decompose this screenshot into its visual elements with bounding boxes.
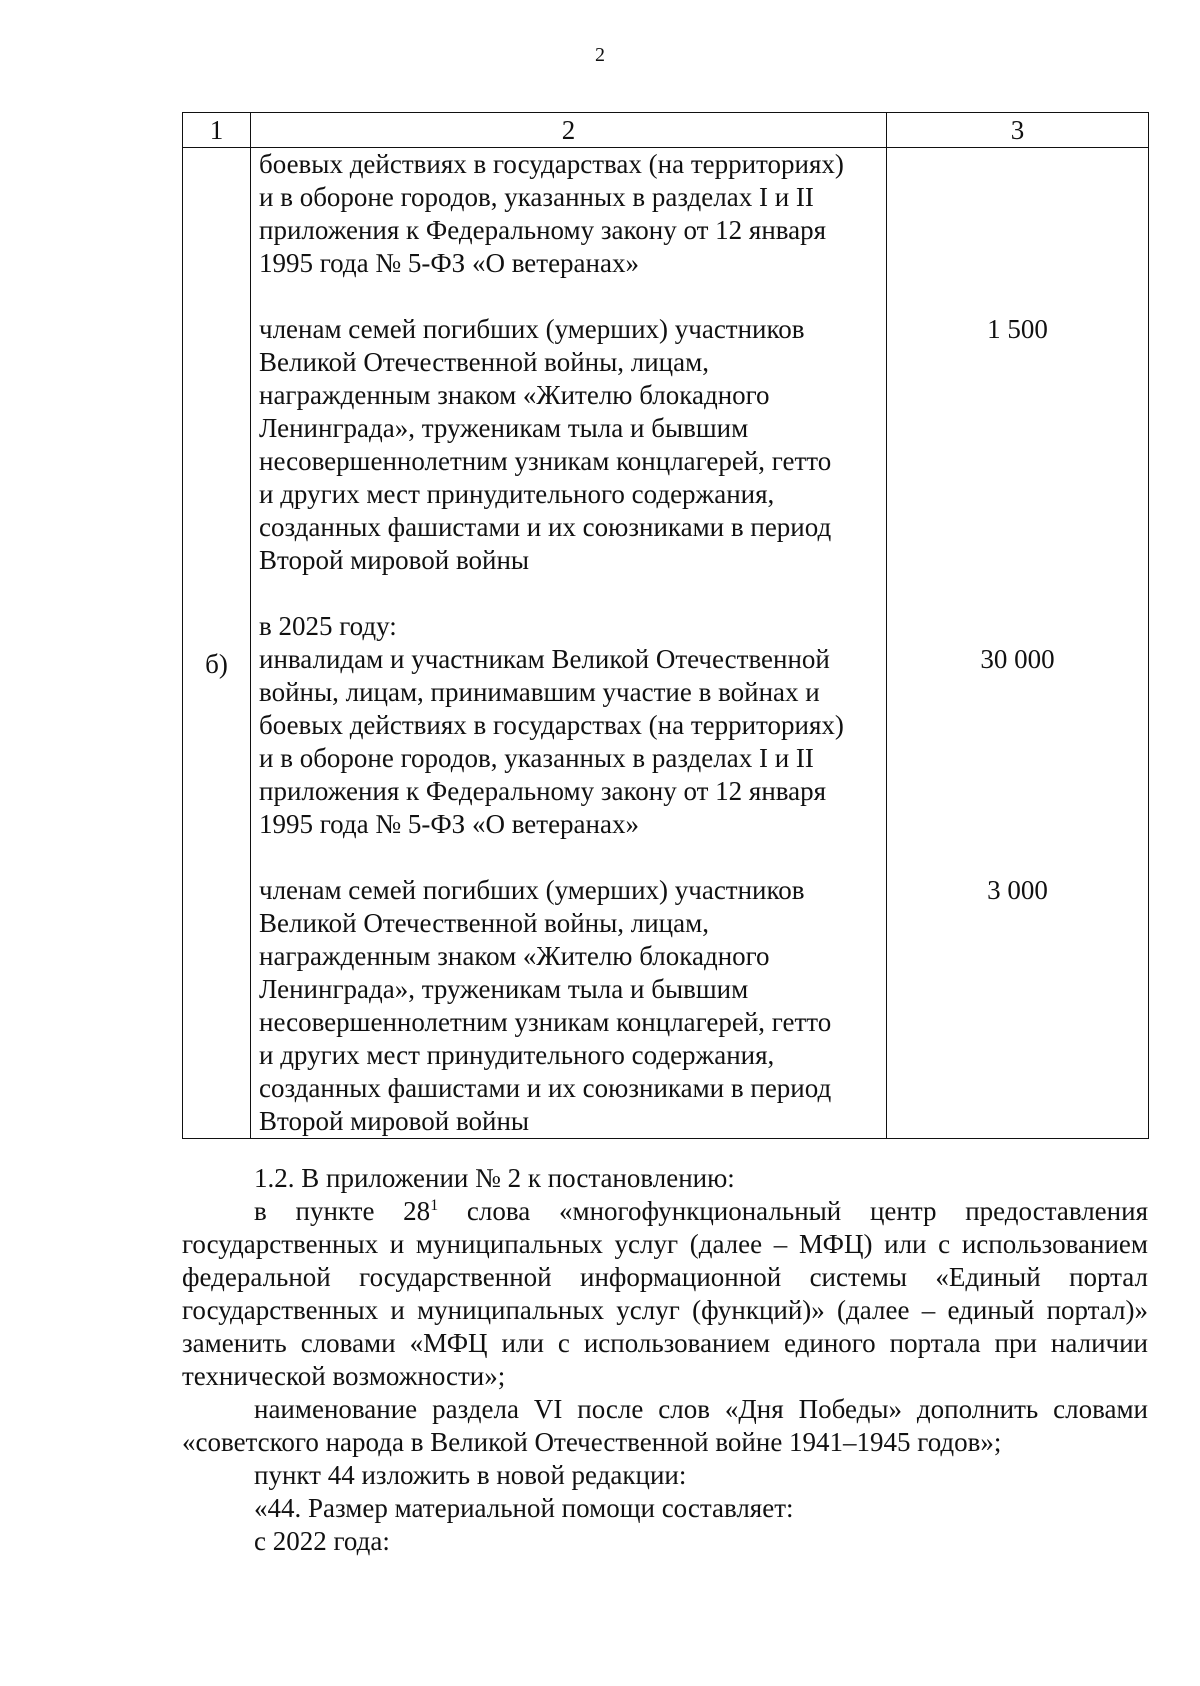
text-line: боевых действиях в государствах (на территориях): [259, 149, 844, 179]
row-3-text: [259, 643, 880, 841]
header-col-2: 2: [251, 113, 887, 148]
text-line: и других мест принудительного содержания,: [259, 1040, 775, 1070]
paragraph: наименование раздела VI после слов «Дня Победы» дополнить словами «советского народа в Великой Отечественной войне 1941–1945 годов»;: [182, 1394, 1148, 1457]
paragraph: 1.2. В приложении № 2 к постановлению:: [254, 1163, 735, 1193]
text-line: награжденным знаком «Жителю блокадного: [259, 941, 770, 971]
row-4-text: [259, 874, 880, 1138]
text-line: Второй мировой войны: [259, 1106, 530, 1136]
row-1-text: [259, 313, 880, 577]
amount-cell: [887, 148, 1149, 1139]
text-line: 1995 года № 5-ФЗ «О ветеранах»: [259, 809, 639, 839]
text-line: награжденным знаком «Жителю блокадного: [259, 380, 770, 410]
description-cell: [251, 148, 887, 1139]
text-line: созданных фашистами и их союзниками в период: [259, 512, 832, 542]
text-line: членам семей погибших (умерших) участников: [259, 875, 805, 905]
paragraph: пункт 44 изложить в новой редакции:: [254, 1460, 687, 1490]
paragraph: с 2022 года:: [254, 1526, 390, 1556]
amount-value: 1 500: [987, 314, 1048, 344]
text-line: и в обороне городов, указанных в разделах I и II: [259, 182, 814, 212]
text-line: и в обороне городов, указанных в разделах I и II: [259, 743, 814, 773]
text-line: несовершеннолетним узникам концлагерей, гетто: [259, 446, 832, 476]
page-number: 2: [595, 44, 605, 66]
text-line: 1995 года № 5-ФЗ «О ветеранах»: [259, 248, 639, 278]
allowance-table: [182, 112, 1149, 1139]
paragraph: «44. Размер материальной помощи составляет:: [254, 1493, 794, 1523]
header-col-1: 1: [183, 113, 251, 148]
table-header-row: [183, 113, 1149, 148]
item-label: б): [205, 649, 228, 679]
text-line: боевых действиях в государствах (на территориях): [259, 710, 844, 740]
text-line: инвалидам и участникам Великой Отечественной: [259, 644, 830, 674]
text-line: и других мест принудительного содержания,: [259, 479, 775, 509]
superscript: 1: [430, 1197, 439, 1214]
header-col-3: 3: [887, 113, 1149, 148]
paragraph: [182, 1195, 1148, 1393]
item-label-cell: [183, 148, 251, 1139]
text-line: в 2025 году:: [259, 611, 397, 641]
row-0-text: [259, 148, 880, 280]
text-line: Великой Отечественной войны, лицам,: [259, 908, 709, 938]
table-body-row: [183, 148, 1149, 1139]
text-line: членам семей погибших (умерших) участников: [259, 314, 805, 344]
amount-value: 30 000: [980, 644, 1055, 674]
amendment-text: [182, 1162, 1148, 1558]
row-2-text: [259, 610, 880, 643]
text-line: приложения к Федеральному закону от 12 января: [259, 215, 827, 245]
text-line: Второй мировой войны: [259, 545, 530, 575]
text-span: в пункте 28: [254, 1196, 431, 1226]
text-line: несовершеннолетним узникам концлагерей, гетто: [259, 1007, 832, 1037]
text-line: войны, лицам, принимавшим участие в войнах и: [259, 677, 820, 707]
text-line: Ленинграда», труженикам тыла и бывшим: [259, 413, 749, 443]
text-line: приложения к Федеральному закону от 12 января: [259, 776, 827, 806]
text-line: Ленинграда», труженикам тыла и бывшим: [259, 974, 749, 1004]
text-line: Великой Отечественной войны, лицам,: [259, 347, 709, 377]
amount-value: 3 000: [987, 875, 1048, 905]
text-span: слова «многофункциональный центр предоставления государственных и муниципальных услуг (далее – МФЦ) или с использованием федеральной государственной информационной системы «Единый портал государственных и муниципальных услуг (функций)» (далее – единый портал)» заменить словами «МФЦ или с использованием единого портала при наличии технической возможности»;: [182, 1196, 1148, 1391]
text-line: созданных фашистами и их союзниками в период: [259, 1073, 832, 1103]
